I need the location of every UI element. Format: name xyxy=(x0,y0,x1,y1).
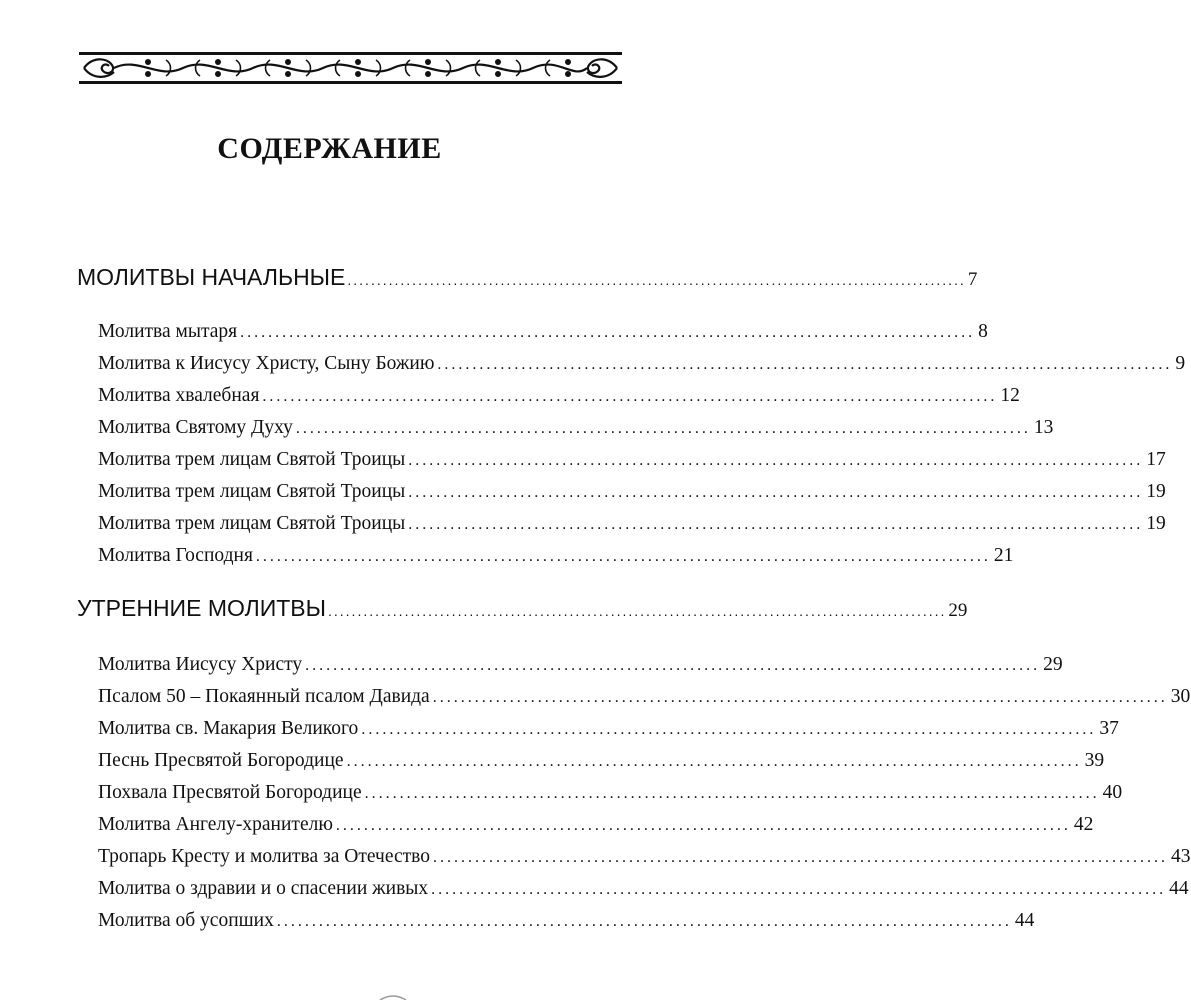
page-edge-mark xyxy=(378,992,408,1000)
leader-dots: ......................................................................................................... xyxy=(262,388,998,405)
toc-entry[interactable] xyxy=(98,385,1020,407)
entry-title: Молитва трем лицам Святой Троицы xyxy=(98,513,406,534)
toc-entry[interactable] xyxy=(98,449,1166,471)
entry-title: Молитва об усопших xyxy=(98,910,274,931)
entry-title: Молитва о здравии и о спасении живых xyxy=(98,878,429,899)
entry-title: Песнь Пресвятой Богородице xyxy=(98,750,344,771)
entry-page-number: 8 xyxy=(978,321,988,342)
entry-page-number: 39 xyxy=(1084,750,1105,771)
toc-section[interactable] xyxy=(77,264,978,291)
toc-entry[interactable] xyxy=(98,750,1105,772)
entry-page-number: 13 xyxy=(1033,417,1054,438)
entry-page-number: 37 xyxy=(1099,718,1119,739)
entry-page-number: 43 xyxy=(1171,846,1191,867)
leader-dots: ......................................................................................................... xyxy=(346,753,1082,770)
entry-title: Псалом 50 – Покаянный псалом Давида xyxy=(98,686,430,707)
leader-dots: ......................................................................................................... xyxy=(408,452,1144,469)
leader-dots: ......................................................................................................... xyxy=(335,817,1071,834)
entry-title: Молитва трем лицам Святой Троицы xyxy=(98,449,406,470)
leader-dots: ......................................................................................................... xyxy=(364,785,1100,802)
leader-dots: ......................................................................................................... xyxy=(328,603,947,619)
entry-title: Молитва Святому Духу xyxy=(98,417,293,438)
toc-section[interactable] xyxy=(77,595,968,622)
entry-page-number: 19 xyxy=(1146,513,1166,534)
toc-entry[interactable] xyxy=(98,481,1166,503)
leader-dots: ......................................................................................................... xyxy=(295,420,1031,437)
entry-title: Молитва трем лицам Святой Троицы xyxy=(98,481,406,502)
entry-page-number: 12 xyxy=(1000,385,1020,406)
toc-entry[interactable] xyxy=(98,846,1191,868)
leader-dots: ......................................................................................................... xyxy=(305,657,1041,674)
leader-dots: ......................................................................................................... xyxy=(408,516,1144,533)
section-page-number: 7 xyxy=(967,269,978,290)
toc-entry[interactable] xyxy=(98,910,1035,932)
entry-title: Молитва мытаря xyxy=(98,321,238,342)
entry-page-number: 29 xyxy=(1043,654,1063,675)
entry-page-number: 40 xyxy=(1102,782,1123,803)
section-page-number: 29 xyxy=(948,600,968,621)
section-title: УТРЕННИЕ МОЛИТВЫ xyxy=(77,595,326,621)
entry-title: Молитва св. Макария Великого xyxy=(98,718,359,739)
toc-entry[interactable] xyxy=(98,545,1014,567)
entry-page-number: 19 xyxy=(1146,481,1166,502)
leader-dots: ......................................................................................................... xyxy=(431,881,1167,898)
leader-dots: ......................................................................................................... xyxy=(408,484,1144,501)
entry-page-number: 21 xyxy=(993,545,1014,566)
toc-entry[interactable] xyxy=(98,513,1166,535)
toc-entry[interactable] xyxy=(98,417,1054,439)
entry-title: Похвала Пресвятой Богородице xyxy=(98,782,362,803)
leader-dots: ......................................................................................................... xyxy=(432,689,1168,706)
entry-title: Молитва Господня xyxy=(98,545,253,566)
toc-entry[interactable] xyxy=(98,353,1186,375)
leader-dots: ......................................................................................................... xyxy=(240,324,976,341)
entry-page-number: 9 xyxy=(1175,353,1186,374)
toc-entry[interactable] xyxy=(98,654,1063,676)
page-title: СОДЕРЖАНИЕ xyxy=(217,132,442,165)
toc-entry[interactable] xyxy=(98,878,1189,900)
toc-entry[interactable] xyxy=(98,686,1191,708)
toc-entry[interactable] xyxy=(98,321,988,343)
decorative-border-ornament xyxy=(78,48,623,88)
toc-entry[interactable] xyxy=(98,718,1119,740)
entry-page-number: 44 xyxy=(1014,910,1035,931)
entry-page-number: 44 xyxy=(1169,878,1189,899)
leader-dots: ......................................................................................................... xyxy=(437,356,1173,373)
toc-entry[interactable] xyxy=(98,814,1094,836)
section-title: МОЛИТВЫ НАЧАЛЬНЫЕ xyxy=(77,264,346,290)
leader-dots: ......................................................................................................... xyxy=(433,849,1168,866)
entry-page-number: 17 xyxy=(1146,449,1166,470)
leader-dots: ......................................................................................................... xyxy=(255,548,991,565)
entry-title: Молитва к Иисусу Христу, Сыну Божию xyxy=(98,353,435,374)
entry-title: Молитва хвалебная xyxy=(98,385,260,406)
entry-page-number: 30 xyxy=(1170,686,1191,707)
entry-title: Тропарь Кресту и молитва за Отечество xyxy=(98,846,430,867)
entry-title: Молитва Ангелу-хранителю xyxy=(98,814,333,835)
leader-dots: ......................................................................................................... xyxy=(276,913,1012,930)
entry-title: Молитва Иисусу Христу xyxy=(98,654,303,675)
leader-dots: ......................................................................................................... xyxy=(347,272,966,288)
entry-page-number: 42 xyxy=(1073,814,1094,835)
toc-entry[interactable] xyxy=(98,782,1123,804)
leader-dots: ......................................................................................................... xyxy=(361,721,1097,738)
